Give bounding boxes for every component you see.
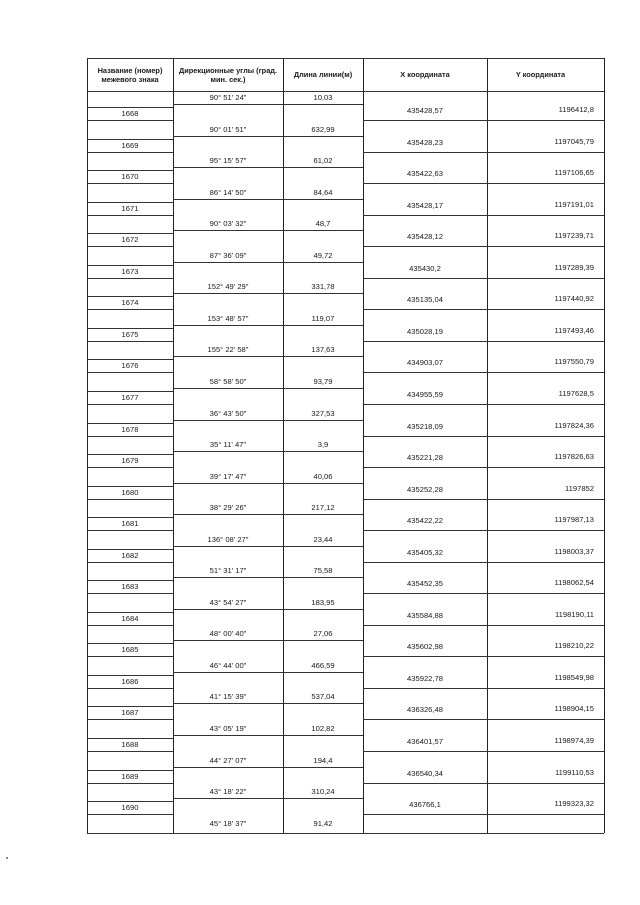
point-x: 435452,35: [407, 579, 443, 589]
point-y: 1197289,39: [554, 262, 594, 272]
segment-angle: 46° 44' 00": [209, 660, 247, 670]
row-divider: [363, 814, 604, 815]
row-divider: [173, 735, 363, 736]
table-border-bottom: [87, 833, 604, 834]
row-divider: [173, 199, 363, 200]
header-divider: [87, 91, 604, 92]
row-divider: [173, 262, 363, 263]
row-divider: [173, 609, 363, 610]
segment-length: 217,12: [311, 503, 335, 513]
point-x: 435252,28: [407, 484, 443, 494]
point-name: 1686: [121, 676, 139, 686]
point-x: 435422,22: [407, 516, 443, 526]
row-divider: [363, 593, 604, 594]
row-divider: [87, 530, 173, 531]
point-name: 1680: [121, 487, 139, 497]
point-y: 1196412,8: [558, 105, 594, 114]
row-divider: [87, 467, 173, 468]
point-name: 1678: [121, 424, 139, 434]
point-y: 1197440,92: [554, 294, 594, 304]
point-x: 435428,12: [407, 232, 443, 242]
segment-angle: 87° 36' 09": [209, 250, 247, 260]
segment-length: 537,04: [311, 692, 335, 702]
row-divider: [87, 183, 173, 184]
point-y: 1197826,63: [554, 452, 594, 462]
row-divider: [363, 530, 604, 531]
point-name: 1689: [121, 771, 139, 781]
row-divider: [87, 296, 173, 297]
row-divider: [87, 309, 173, 310]
row-divider: [87, 706, 173, 707]
point-name: 1673: [121, 266, 139, 276]
segment-length: 93,79: [313, 376, 333, 386]
point-y: 1199323,32: [554, 799, 594, 809]
point-name: 1672: [121, 235, 139, 245]
point-name: 1685: [121, 645, 139, 655]
segment-angle: 41° 15' 39": [209, 692, 247, 702]
row-divider: [87, 580, 173, 581]
row-divider: [363, 719, 604, 720]
segment-length: 102,82: [311, 724, 335, 733]
row-divider: [363, 246, 604, 247]
point-name: 1681: [121, 519, 139, 529]
segment-angle: 48° 00' 40": [209, 629, 247, 639]
row-divider: [87, 436, 173, 437]
segment-angle: 58° 58' 50": [209, 376, 247, 386]
segment-angle: 152° 49' 29": [207, 282, 249, 292]
point-name: 1677: [121, 392, 139, 402]
segment-angle: 45° 18' 37": [209, 818, 247, 828]
row-divider: [87, 391, 173, 392]
row-divider: [363, 499, 604, 500]
segment-length: 40,06: [313, 471, 333, 481]
row-divider: [87, 372, 173, 373]
header-y: Y координата: [515, 70, 566, 79]
segment-length: 10,03: [313, 93, 333, 102]
row-divider: [87, 751, 173, 752]
row-divider: [87, 783, 173, 784]
segment-angle: 51° 31' 17": [209, 566, 247, 576]
segment-length: 466,59: [311, 660, 335, 670]
segment-angle: 86° 14' 50": [209, 187, 247, 197]
segment-length: 91,42: [313, 818, 333, 828]
point-x: 436326,48: [407, 705, 443, 715]
row-divider: [173, 514, 363, 515]
segment-length: 119,07: [311, 313, 335, 323]
segment-angle: 36° 43' 50": [209, 408, 247, 418]
row-divider: [173, 798, 363, 799]
row-divider: [363, 120, 604, 121]
row-divider: [173, 167, 363, 168]
row-divider: [173, 577, 363, 578]
row-divider: [87, 233, 173, 234]
row-divider: [173, 388, 363, 389]
row-divider: [87, 139, 173, 140]
point-x: 435221,28: [407, 453, 443, 463]
row-divider: [363, 278, 604, 279]
row-divider: [87, 246, 173, 247]
segment-angle: 43° 18' 22": [209, 787, 247, 797]
row-divider: [363, 656, 604, 657]
point-x: 434903,07: [407, 358, 443, 368]
row-divider: [87, 499, 173, 500]
row-divider: [87, 517, 173, 518]
row-divider: [173, 293, 363, 294]
segment-length: 3,9: [317, 440, 329, 450]
row-divider: [363, 341, 604, 342]
row-divider: [87, 486, 173, 487]
point-y: 1197550,79: [554, 357, 594, 367]
segment-length: 61,02: [313, 156, 333, 166]
point-y: 1197852: [565, 483, 594, 493]
point-x: 435602,98: [407, 642, 443, 652]
row-divider: [87, 562, 173, 563]
row-divider: [363, 152, 604, 153]
coordinates-table: [87, 58, 604, 833]
row-divider: [87, 423, 173, 424]
row-divider: [363, 404, 604, 405]
header-length: Длина линии(м): [293, 70, 353, 79]
row-divider: [87, 202, 173, 203]
point-y: 1198904,15: [554, 704, 594, 714]
row-divider: [173, 767, 363, 768]
point-x: 435428,23: [407, 137, 443, 147]
row-divider: [173, 703, 363, 704]
row-divider: [87, 152, 173, 153]
row-divider: [363, 467, 604, 468]
segment-length: 137,63: [311, 345, 335, 355]
segment-length: 48,7: [315, 219, 331, 229]
row-divider: [173, 546, 363, 547]
point-x: 435430,2: [409, 263, 441, 273]
point-x: 435135,04: [407, 295, 443, 305]
point-name: 1679: [121, 456, 139, 466]
segment-length: 632,99: [311, 124, 335, 134]
point-x: 435422,63: [407, 169, 443, 179]
point-x: 436401,57: [407, 737, 443, 746]
point-x: 434955,59: [407, 389, 443, 399]
point-x: 435218,09: [407, 421, 443, 431]
row-divider: [173, 104, 363, 105]
row-divider: [173, 420, 363, 421]
row-divider: [87, 278, 173, 279]
point-x: 435428,17: [407, 200, 443, 210]
point-y: 1198062,54: [554, 578, 594, 588]
scan-speck: [6, 857, 8, 859]
point-y: 1197493,46: [554, 325, 594, 335]
point-x: 435584,88: [407, 610, 443, 620]
header-x: X координата: [400, 70, 450, 79]
point-y: 1197045,79: [554, 136, 594, 146]
row-divider: [87, 801, 173, 802]
row-divider: [173, 136, 363, 137]
point-name: 1687: [121, 708, 139, 718]
segment-length: 49,72: [313, 250, 333, 260]
row-divider: [173, 640, 363, 641]
header-point: Название (номер) межевого знака: [97, 65, 163, 84]
row-divider: [87, 549, 173, 550]
point-x: 436766,1: [409, 800, 441, 810]
segment-angle: 90° 01' 51": [209, 124, 247, 134]
point-name: 1675: [121, 329, 139, 339]
segment-angle: 39° 17' 47": [209, 471, 247, 481]
segment-length: 27,06: [313, 629, 333, 639]
row-divider: [173, 230, 363, 231]
segment-angle: 95° 15' 57": [209, 156, 247, 166]
row-divider: [87, 719, 173, 720]
point-x: 435428,57: [407, 106, 443, 115]
row-divider: [87, 120, 173, 121]
point-name: 1670: [121, 172, 139, 182]
point-y: 1198974,39: [554, 736, 594, 745]
point-y: 1197239,71: [554, 231, 594, 241]
segment-angle: 35° 11' 47": [209, 440, 247, 450]
segment-angle: 153° 48' 57": [207, 313, 249, 323]
row-divider: [87, 265, 173, 266]
point-name: 1668: [121, 109, 139, 118]
header-angle: Дирекционные углы (град. мин. сек.): [178, 65, 278, 84]
point-y: 1198549,98: [554, 672, 594, 682]
row-divider: [87, 359, 173, 360]
row-divider: [173, 356, 363, 357]
segment-length: 331,78: [311, 282, 335, 292]
row-divider: [173, 325, 363, 326]
row-divider: [173, 483, 363, 484]
segment-length: 183,95: [311, 597, 335, 607]
point-x: 435405,32: [407, 547, 443, 557]
point-y: 1199110,53: [555, 767, 594, 777]
row-divider: [87, 170, 173, 171]
row-divider: [87, 738, 173, 739]
row-divider: [87, 593, 173, 594]
row-divider: [87, 656, 173, 657]
point-name: 1688: [121, 740, 139, 749]
row-divider: [363, 688, 604, 689]
point-name: 1671: [121, 203, 139, 213]
row-divider: [87, 341, 173, 342]
row-divider: [87, 675, 173, 676]
row-divider: [363, 436, 604, 437]
point-name: 1690: [121, 803, 139, 813]
segment-angle: 43° 54' 27": [209, 597, 247, 607]
segment-length: 23,44: [313, 534, 333, 544]
row-divider: [87, 625, 173, 626]
segment-length: 310,24: [311, 787, 335, 797]
row-divider: [363, 215, 604, 216]
point-y: 1198190,11: [555, 609, 594, 619]
row-divider: [363, 562, 604, 563]
point-y: 1198210,22: [554, 641, 594, 651]
point-name: 1669: [121, 140, 139, 150]
point-name: 1676: [121, 361, 139, 371]
point-y: 1198003,37: [554, 546, 594, 556]
row-divider: [87, 215, 173, 216]
row-divider: [363, 783, 604, 784]
segment-angle: 44° 27' 07": [209, 755, 247, 765]
segment-angle: 90° 03' 32": [209, 219, 247, 229]
point-x: 436540,34: [407, 768, 443, 778]
row-divider: [363, 625, 604, 626]
point-y: 1197106,65: [554, 168, 594, 178]
row-divider: [87, 643, 173, 644]
point-x: 435922,78: [407, 673, 443, 683]
row-divider: [87, 328, 173, 329]
segment-angle: 136° 08' 27": [207, 534, 249, 544]
segment-angle: 155° 22' 58": [207, 345, 249, 355]
row-divider: [363, 372, 604, 373]
point-x: 435028,19: [407, 326, 443, 336]
point-y: 1197987,13: [554, 515, 594, 525]
segment-angle: 43° 05' 19": [209, 724, 247, 733]
row-divider: [87, 814, 173, 815]
row-divider: [173, 672, 363, 673]
row-divider: [363, 751, 604, 752]
row-divider: [363, 309, 604, 310]
segment-angle: 90° 51' 24": [209, 93, 247, 102]
point-name: 1682: [121, 550, 139, 560]
point-name: 1674: [121, 298, 139, 308]
segment-length: 84,64: [313, 187, 333, 197]
segment-length: 327,53: [311, 408, 335, 418]
row-divider: [87, 107, 173, 108]
row-divider: [87, 404, 173, 405]
row-divider: [87, 770, 173, 771]
segment-angle: 38° 29' 26": [209, 503, 247, 513]
table-border-right: [604, 58, 605, 833]
point-y: 1197191,01: [554, 199, 594, 209]
point-name: 1683: [121, 582, 139, 592]
row-divider: [87, 612, 173, 613]
segment-length: 194,4: [313, 755, 333, 765]
row-divider: [87, 454, 173, 455]
point-y: 1197824,36: [554, 420, 594, 430]
point-y: 1197628,5: [558, 388, 594, 398]
row-divider: [363, 183, 604, 184]
row-divider: [87, 688, 173, 689]
point-name: 1684: [121, 613, 139, 623]
row-divider: [173, 451, 363, 452]
segment-length: 75,58: [313, 566, 333, 576]
